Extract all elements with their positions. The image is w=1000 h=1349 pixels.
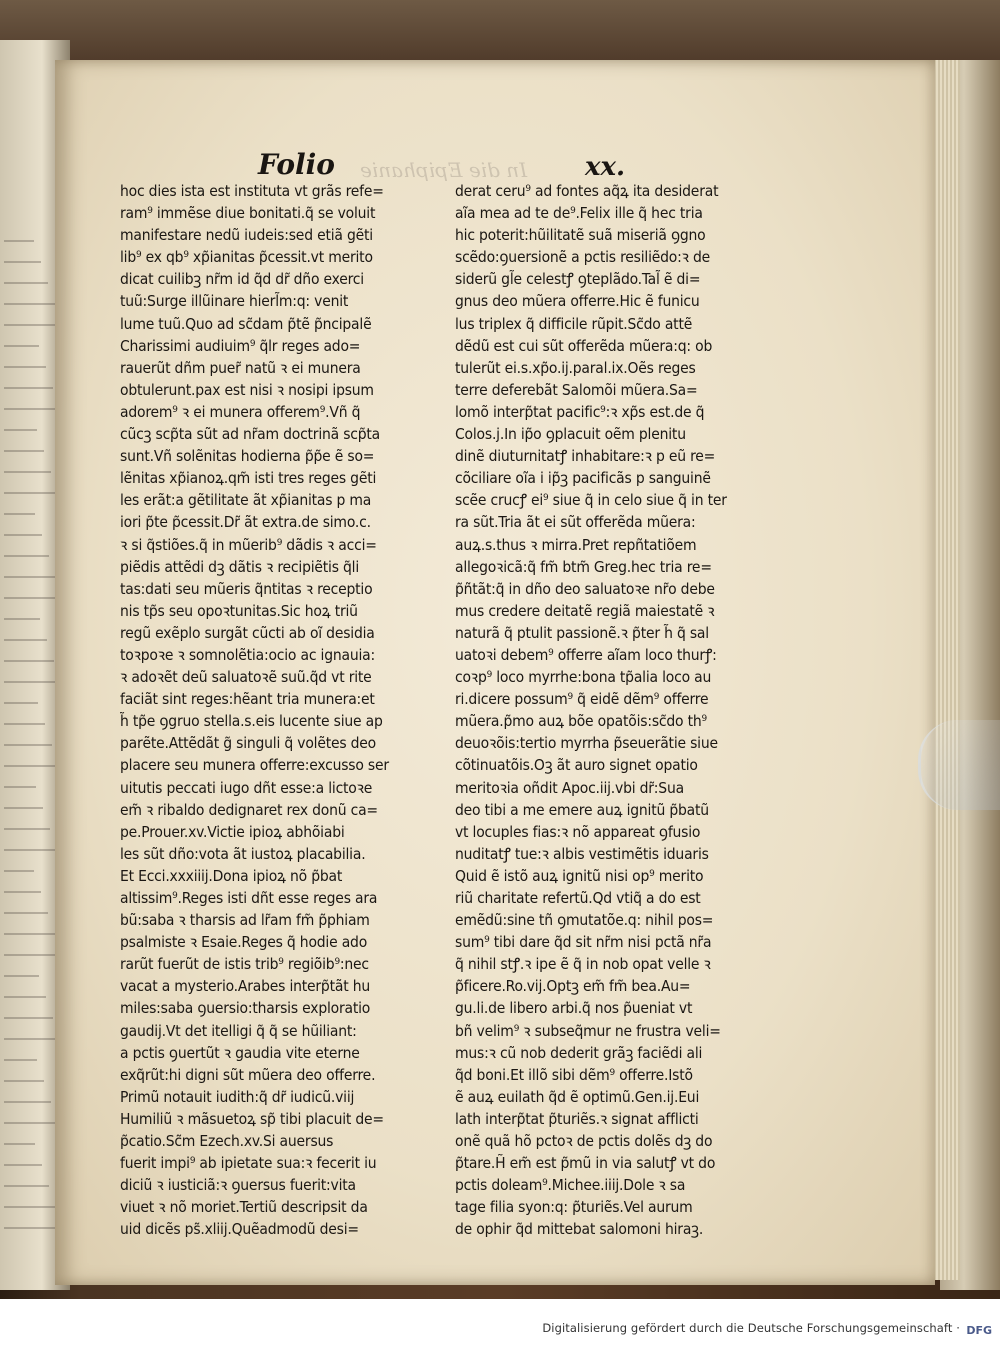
text-line: toꝛpoꝛe ꝛ somnolẽtia:ocio ac ignauia: [120,645,375,664]
facing-page-line [4,702,38,704]
text-line: h̃ tp̃e ꝯgruo stella.s.eis lucente siue ap [120,712,383,731]
text-line: psalmiste ꝛ Esaie.Reges q̃ hodie ado [120,933,368,952]
text-line: q̃ nihil stꝭ.ꝛ ipe ẽ q̃ in nob opat velle ꝛ [455,955,711,974]
text-line: ram⁹ immẽse diue bonitati.q̃ se voluit [120,204,376,223]
facing-page-line [4,1017,53,1019]
text-line: auꝝ.s.thus ꝛ mirra.Pret repñtatiõem [455,535,697,554]
text-line: dẽdũ est cui sũt offerẽda mũera:q: ob [455,336,713,355]
text-line: regũ exẽplo surgãt cũcti ab oĩ desidia [120,623,375,642]
facing-page-line [4,870,34,872]
text-line: allegoꝛicã:q̃ fm̃ btm̃ Greg.hec tria re= [455,557,712,576]
text-line: lib⁹ ex qb⁹ xp̃ianitas p̃cessit.vt merito [120,248,373,267]
facing-page-line [4,1143,35,1145]
funding-credit: Digitalisierung gefördert durch die Deutsche Forschungsgemeinschaft · [542,1321,960,1335]
text-line: diciũ ꝛ iusticiã:ꝛ ꝯuersus fuerit:vita [120,1176,356,1195]
facing-page-line [4,408,60,410]
text-line: vt locuples fias:ꝛ nõ appareat ꝯfusio [455,822,701,841]
text-line: fuerit impi⁹ ab ipietate sua:ꝛ fecerit iu [120,1154,377,1173]
text-line: lume tuũ.Quo ad sc̃dam p̃tẽ p̃ncipalẽ [120,314,372,333]
dfg-logo: DFG [966,1324,992,1337]
facing-page-line [4,639,47,641]
facing-page-line [4,1122,58,1124]
facing-page-line [4,282,48,284]
text-line: Humiliũ ꝛ mãsuetoꝝ sp̃ tibi placuit de= [120,1109,384,1128]
facing-page-line [4,366,46,368]
facing-page-line [4,723,45,725]
text-line: dicat cuilibꝫ nr̃m id q̃d dr̃ dño exerci [120,270,364,289]
facing-page-line [4,471,51,473]
text-line: tuũ:Surge illũinare hierl̃m:q: venit [120,292,349,311]
text-line: q̃d boni.Et illõ sibi dẽm⁹ offerre.Istõ [455,1065,693,1084]
text-line: lus triplex q̃ difficile rũpit.Sc̃do attẽ [455,314,693,333]
text-line: altissim⁹.Reges isti dñt esse reges ara [120,889,378,907]
text-line: deo tibi a me emere auꝝ ignitũ p̃batũ [455,800,709,819]
text-line: ꝛ si q̃stiões.q̃ in mũerib⁹ dãdis ꝛ acci= [120,535,377,554]
text-line: nuditatꝭ tue:ꝛ albis vestimẽtis iduaris [455,844,709,863]
text-line: Primũ notauit iudith:q̃ dr̃ iudicũ.viij [120,1087,355,1106]
text-line: iori p̃te p̃cessit.Dr̃ ãt extra.de simo.c. [120,513,371,532]
text-line: pctis doleam⁹.Michee.iiij.Dole ꝛ sa [455,1176,686,1195]
facing-page-line [4,1164,42,1166]
text-line: rauerũt dñm puer̃ natũ ꝛ ei munera [120,358,361,377]
text-line: mus:ꝛ cũ nob dederit grãꝫ faciẽdi ali [455,1043,703,1062]
text-line: lẽnitas xp̃ianoꝝ.qm̃ isti tres reges gẽti [120,469,377,488]
text-line: siderũ gl̃e celestꝭ ꝯteplãdo.Tal̃ ẽ di= [455,270,701,289]
footer-bar [0,1299,1000,1349]
facing-page-line [4,912,48,914]
facing-page-line [4,240,34,242]
facing-page-line [4,303,55,305]
text-line: les erãt:a gẽtilitate ãt xp̃ianitas p ma [120,491,372,510]
text-line: em̃ ꝛ ribaldo dedignaret rex donũ ca= [120,800,378,819]
text-line: lomõ interp̃tat pacific⁹:ꝛ xp̃s est.de q̃ [455,402,705,421]
text-line: placere seu munera offerre:excusso ser [120,756,389,775]
text-line: manifestare nedũ iudeis:sed etiã gẽti [120,226,373,245]
facing-page-line [4,513,35,515]
text-line: cũcꝫ scp̃ta sũt ad nr̃am doctrinã scp̃ta [120,425,381,444]
text-line: ri.dicere possum⁹ q̃ eidẽ dẽm⁹ offerre [455,690,709,709]
text-column-right [455,180,765,1241]
text-line: de ophir q̃d mittebat salomoni hiraꝫ. [455,1220,704,1239]
facing-page-line [4,744,52,746]
text-line: ẽ auꝝ euilath q̃d ẽ optimũ.Gen.ij.Eui [455,1087,700,1106]
facing-page-line [4,387,53,389]
folio-number: xx. [585,152,626,182]
text-line: gu.li.de libero arbi.q̃ nos p̃ueniat vt [455,999,693,1018]
text-line: gnus deo mũera offerre.Hic ẽ funicu [455,292,700,311]
text-line: exq̃rũt:hi digni sũt mũera deo offerre. [120,1065,376,1084]
text-line: derat ceru⁹ ad fontes aq̃ꝝ ita desiderat [455,182,719,200]
text-line: uitutis peccati iugo dñt esse:a lictoꝛe [120,778,373,797]
text-line: p̃ficere.Ro.vij.Optꝫ em̃ fm̃ bea.Au= [455,977,691,996]
facing-page-line [4,450,44,452]
text-line: bũ:saba ꝛ tharsis ad lr̃am fm̃ p̃phiam [120,911,370,930]
text-line: piẽdis attẽdi dꝫ dãtis ꝛ recipiẽtis q̃li [120,557,360,576]
text-line: Et Ecci.xxxiiij.Dona ipioꝝ nõ p̃bat [120,866,343,885]
text-line: a pctis ꝯuertũt ꝛ gaudia vite eterne [120,1043,360,1062]
text-line: les sũt dño:vota ãt iustoꝝ placabilia. [120,844,366,863]
page-clip [918,720,1000,810]
text-line: uid dicẽs ps̃.xliij.Quẽadmodũ desi= [120,1220,359,1239]
facing-page-line [4,660,54,662]
facing-page-line [4,1101,51,1103]
text-line: nis tp̃s seu opoꝛtunitas.Sic hoꝝ triũ [120,601,358,620]
text-line: riũ charitate refertũ.Qd vtiq̃ a do est [455,889,701,907]
text-line: ꝛ adoꝛẽt deũ saluatoꝛẽ suũ.q̃d vt rite [120,668,372,687]
text-line: p̃ñtãt:q̃ in dño deo saluatoꝛe nr̃o debe [455,579,715,598]
text-line: bñ velim⁹ ꝛ subseq̃mur ne frustra veli= [455,1021,721,1040]
facing-page-line [4,849,57,851]
facing-page-line [4,492,58,494]
text-line: lath interp̃tat p̃turiẽs.ꝛ signat afflicti [455,1109,699,1128]
text-line: onẽ quã hõ pctoꝛ de pctis dolẽs dꝫ do [455,1132,713,1151]
facing-page-line [4,534,42,536]
facing-page-line [4,891,41,893]
text-line: p̃tare.H̃ em̃ est p̃mũ in via salutꝭ vt do [455,1154,716,1173]
facing-page-line [4,1185,49,1187]
facing-page-line [4,576,56,578]
text-line: mũera.p̃mo auꝝ bõe opatõis:sc̃do th⁹ [455,712,707,731]
facing-page-line [4,1038,60,1040]
text-line: faciãt sint reges:hẽant tria munera:et [120,690,375,709]
facing-page-line [4,429,37,431]
facing-page-line [4,975,39,977]
text-line: cõciliare oĩa i ip̃ꝫ pacificãs p sanguinẽ [455,469,711,488]
facing-page-line [4,786,36,788]
text-line: hic poterit:hũilitatẽ suã miseriã ꝯgno [455,226,706,245]
text-line: p̃catio.Sc̃m Ezech.xv.Si auersus [120,1132,334,1151]
text-line: obtulerunt.pax est nisi ꝛ nosipi ipsum [120,380,374,399]
text-line: tulerũt ei.s.xp̃o.ij.paral.ix.Oẽs reges [455,358,696,377]
facing-page-line [4,681,61,683]
text-line: sum⁹ tibi dare q̃d sit nr̃m nisi pctã nr̃a [455,933,712,952]
running-head-folio: Folio [258,148,335,181]
text-line: Quid ẽ istõ auꝝ ignitũ nisi op⁹ merito [455,866,704,885]
text-line: tage filia syon:q: p̃turiẽs.Vel aurum [455,1198,693,1217]
text-line: tas:dati seu mũeris q̃ntitas ꝛ receptio [120,579,373,598]
text-line: uatoꝛi debem⁹ offerre aĩam loco thurꝭ: [455,645,717,664]
text-line: parẽte.Attẽdãt g̃ singuli q̃ volẽtes deo [120,734,377,753]
facing-page-line [4,807,43,809]
text-line: mus credere deitatẽ regiã maiestatẽ ꝛ [455,601,715,620]
text-line: rarũt fuerũt de istis trib⁹ regiõib⁹:nec [120,955,369,974]
text-line: Colos.j.In ip̃o ꝯplacuit oẽm plenitu [455,425,686,444]
text-line: pe.Prouer.xv.Victie ipioꝝ abhõiabi [120,822,345,841]
facing-page-line [4,618,40,620]
text-line: scẽdo:ꝯuersionẽ a pctis resiliẽdo:ꝛ de [455,248,711,267]
facing-page-line [4,1206,56,1208]
facing-page-line [4,1080,44,1082]
text-column-left [120,180,450,1241]
facing-page-line [4,933,55,935]
text-line: aĩa mea ad te de⁹.Felix ille q̃ hec tria [455,204,703,223]
text-line: deuoꝛõis:tertio myrrha p̃seuerãtie siue [455,734,718,753]
text-line: gaudij.Vt det itelligi q̃ q̃ se hũiliant: [120,1021,357,1040]
facing-page-line [4,954,62,956]
text-line: terre deferebãt Salomõi mũera.Sa= [455,380,698,399]
text-line: miles:saba ꝯuersio:tharsis exploratio [120,999,371,1018]
text-line: emẽdũ:sine tñ ꝯmutatõe.q: nihil pos= [455,911,714,930]
text-line: viuet ꝛ nõ moriet.Tertiũ descripsit da [120,1198,368,1217]
facing-page-line [4,324,62,326]
text-line: dinẽ diuturnitatꝭ inhabitare:ꝛ p eũ re= [455,447,716,466]
text-line: coꝛp⁹ loco myrrhe:bona tp̃alia loco au [455,668,712,687]
facing-page-line [4,261,41,263]
text-line: Charissimi audiuim⁹ q̃lr reges ado= [120,336,361,355]
facing-page-line [4,765,59,767]
text-line: ra sũt.Tria ãt ei sũt offerẽda mũera: [455,513,696,532]
facing-page-line [4,1059,37,1061]
bleed-through-text: In die Epiphanie [360,158,528,182]
text-line: naturã q̃ ptulit passionẽ.ꝛ p̃ter h̃ q̃ sal [455,623,709,642]
text-line: scẽe crucꝭ ei⁹ siue q̃ in celo siue q̃ in ter [455,491,727,510]
facing-page-line [4,555,49,557]
facing-page-line [4,996,46,998]
text-line: sunt.Vñ solẽnitas hodierna p̃p̃e ẽ so= [120,447,375,466]
text-line: meritoꝛia oñdit Apoc.iij.vbi dr̃:Sua [455,778,684,797]
text-line: hoc dies ista est instituta vt grãs refe= [120,182,384,200]
text-line: vacat a mysterio.Arabes interp̃tãt hu [120,977,370,996]
text-line: cõtinuatõis.Oꝫ ãt auro signet opatio [455,756,698,775]
facing-page-line [4,345,39,347]
facing-page-line [4,828,50,830]
text-line: adorem⁹ ꝛ ei munera offerem⁹.Vñ q̃ [120,402,361,421]
